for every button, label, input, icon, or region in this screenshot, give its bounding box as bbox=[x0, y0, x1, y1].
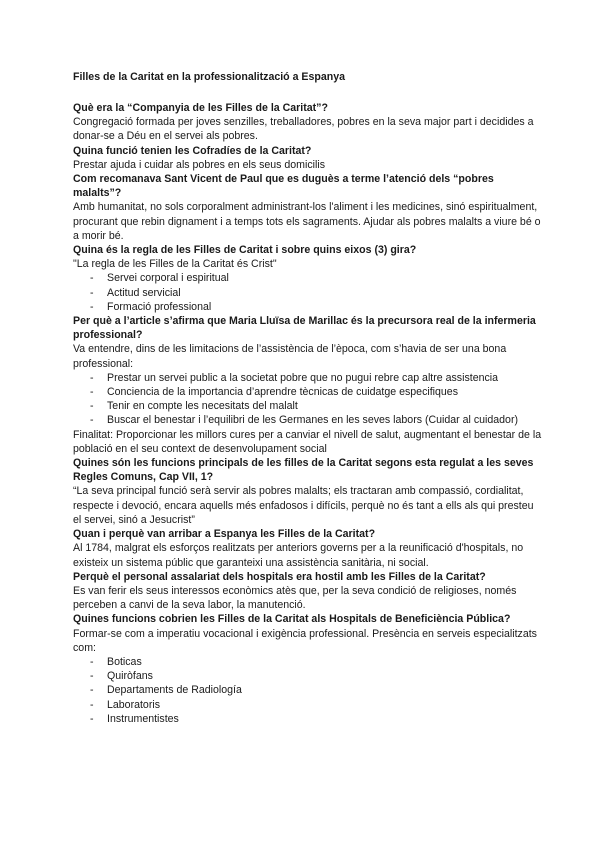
answer-9: Formar-se com a imperatiu vocacional i exigència professional. Presència en serveis especialitzats com: bbox=[73, 627, 537, 654]
question-8: Perquè el personal assalariat dels hospitals era hostil amb les Filles de la Caritat? bbox=[73, 570, 486, 583]
list-item bbox=[73, 385, 543, 399]
answer-4: "La regla de les Filles de la Caritat és Crist" bbox=[73, 258, 277, 271]
professional-traits-list bbox=[73, 371, 543, 428]
question-1: Què era la “Companyia de les Filles de la Caritat”? bbox=[73, 102, 328, 114]
document-title: Filles de la Caritat en la professionalització a Espanya bbox=[73, 71, 346, 83]
question-9: Quines funcions cobrien les Filles de la Caritat als Hospitals de Beneficiència Pública? bbox=[73, 613, 511, 626]
question-6: Quines són les funcions principals de les filles de la Caritat segons esta regulat a les seves Regles Comuns, Cap VII, 1? bbox=[73, 457, 534, 484]
question-5: Per què a l’article s’afirma que Maria Lluïsa de Marillac és la precursora real de la infermeria professional? bbox=[73, 315, 536, 342]
dash-bullet: - bbox=[90, 414, 94, 427]
dash-bullet: - bbox=[90, 371, 94, 384]
dash-bullet: - bbox=[90, 698, 94, 711]
list-item bbox=[73, 399, 543, 413]
list-item bbox=[73, 300, 543, 314]
list-item bbox=[73, 712, 543, 726]
list-item-text: Buscar el benestar i l’equilibri de les Germanes en les seves labors (Cuidar al cuidador) bbox=[107, 414, 518, 427]
answer-6: “La seva principal funció serà servir als pobres malalts; els tractaran amb compassió, cordialitat, respecte i devoció, encara aquells més enfadosos i difícils, perquè no és tant a ells als qui presteu el servei, sinó a Jesucrist” bbox=[73, 485, 534, 526]
question-3: Com recomanava Sant Vicent de Paul que es duguès a terme l’atenció dels “pobres malalts”? bbox=[73, 173, 494, 200]
list-item-text: Instrumentistes bbox=[107, 712, 179, 725]
list-item-text: Conciencia de la importancia d’aprendre tècnicas de cuidatge especifiques bbox=[107, 386, 458, 399]
dash-bullet: - bbox=[90, 712, 94, 725]
answer-1: Congregació formada per joves senzilles, treballadores, pobres en la seva major part i decidides a donar-se a Déu en el servei als pobres. bbox=[73, 116, 534, 143]
dash-bullet: - bbox=[90, 670, 94, 683]
dash-bullet: - bbox=[90, 655, 94, 668]
list-item bbox=[73, 413, 543, 427]
dash-bullet: - bbox=[90, 300, 94, 313]
list-item-text: Actitud servicial bbox=[107, 286, 181, 299]
dash-bullet: - bbox=[90, 684, 94, 697]
dash-bullet: - bbox=[90, 386, 94, 399]
answer-5: Va entendre, dins de les limitacions de l’assistència de l’època, com s’havia de ser una bona professional: bbox=[73, 343, 507, 370]
list-item bbox=[73, 271, 543, 285]
dash-bullet: - bbox=[90, 272, 94, 285]
list-item-text: Prestar un servei public a la societat pobre que no pugui rebre cap altre assistencia bbox=[107, 371, 499, 384]
dash-bullet: - bbox=[90, 286, 94, 299]
question-4: Quina és la regla de les Filles de Caritat i sobre quins eixos (3) gira? bbox=[73, 244, 417, 257]
answer-2: Prestar ajuda i cuidar als pobres en els seus domicilis bbox=[73, 158, 326, 171]
question-7: Quan i perquè van arribar a Espanya les Filles de la Caritat? bbox=[73, 528, 376, 541]
answer-7: Al 1784, malgrat els esforços realitzats per anteriors governs per a la reunificació d'hospitals, no existeix un sistema públic que garanteixi una assistència sanitària, ni social. bbox=[73, 542, 524, 569]
list-item-text: Servei corporal i espiritual bbox=[107, 272, 229, 285]
question-2: Quina funció tenien les Cofradíes de la Caritat? bbox=[73, 144, 312, 157]
answer-8: Es van ferir els seus interessos econòmics atès que, per la seva condició de religioses, només perceben a canvi de la seva labor, la manutenció. bbox=[73, 584, 517, 612]
list-item-text: Boticas bbox=[107, 655, 142, 668]
document-body bbox=[73, 70, 543, 726]
list-item-text: Laboratoris bbox=[107, 698, 160, 711]
list-item bbox=[73, 371, 543, 385]
dash-bullet: - bbox=[90, 400, 94, 413]
specialized-services-list bbox=[73, 655, 543, 726]
answer-5-conclusion: Finalitat: Proporcionar les millors cures per a canviar el nivell de salut, augmentant el benestar de la població en el seu context de desenvolupament social bbox=[73, 428, 542, 455]
list-item bbox=[73, 286, 543, 300]
rule-axes-list bbox=[73, 271, 543, 314]
list-item-text: Quiròfans bbox=[107, 670, 153, 683]
list-item-text: Formació professional bbox=[107, 300, 212, 313]
list-item bbox=[73, 683, 543, 697]
list-item-text: Departaments de Radiología bbox=[107, 684, 242, 697]
list-item-text: Tenir en compte les necesitats del malalt bbox=[107, 400, 298, 413]
list-item bbox=[73, 655, 543, 669]
answer-3: Amb humanitat, no sols corporalment administrant-los l'aliment i les medicines, sinó espiritualment, procurant que rebin dignament i a temps tots els sagraments. Ajudar als pobres malalts a viure bé o a morir bé. bbox=[73, 201, 541, 242]
list-item bbox=[73, 669, 543, 683]
list-item bbox=[73, 698, 543, 712]
